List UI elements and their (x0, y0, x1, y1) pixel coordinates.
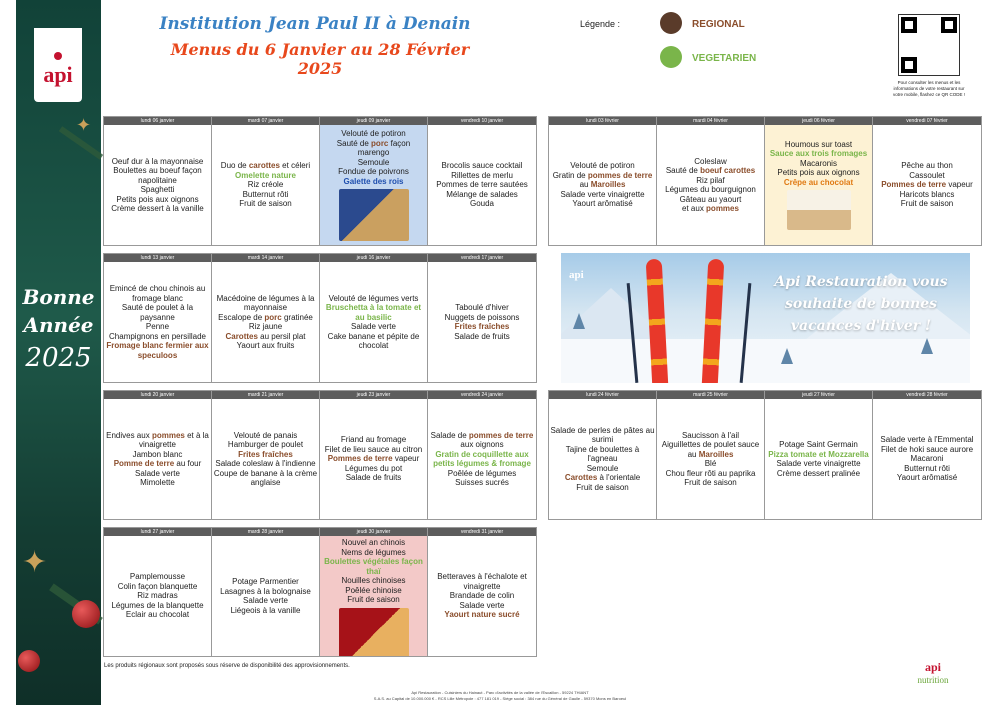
day-header: vendredi 07 février (873, 117, 981, 125)
qr-code[interactable] (898, 14, 960, 76)
day-column (212, 254, 320, 382)
menu-item: Filet de hoki sauce aurore (880, 444, 974, 454)
winter-message: Api Restauration vous souhaite de bonnes vacances d'hiver ! (774, 274, 948, 334)
day-header: jeudi 30 janvier (320, 528, 427, 536)
day-header: lundi 03 février (549, 117, 656, 125)
day-menu (428, 125, 536, 245)
day-header: mardi 25 février (657, 391, 764, 399)
day-column (549, 391, 657, 519)
menu-item: Nuggets de poissons (444, 312, 520, 322)
holiday-banner (16, 0, 101, 705)
menu-item: Cake banane et pépite de chocolat (327, 331, 420, 350)
menu-item: Pomme de terre au four (113, 459, 202, 468)
day-menu (104, 262, 211, 382)
day-header: vendredi 10 janvier (428, 117, 536, 125)
menu-item: Fruit de saison (576, 482, 629, 492)
menu-item: Endives aux pommes et à la vinaigrette (106, 430, 209, 449)
menu-item: Gouda (469, 199, 495, 209)
menu-item: Sauté de boeuf carottes (665, 166, 756, 175)
menu-item: Brocolis sauce cocktail (441, 161, 523, 171)
menu-item: Pamplemousse (129, 572, 186, 582)
day-menu (549, 125, 656, 245)
day-header: vendredi 28 février (873, 391, 981, 399)
menu-item: Salade verte à l'Emmental (880, 435, 974, 445)
day-menu (549, 399, 656, 519)
day-column (428, 117, 536, 245)
menu-week-block (548, 116, 982, 246)
day-column (212, 528, 320, 656)
menu-item: Boulettes végétales façon thaï (324, 557, 423, 576)
menu-item: Potage Parmentier (232, 577, 299, 586)
menu-item: Liégeois à la vanille (230, 605, 301, 615)
day-header: jeudi 06 février (765, 117, 872, 125)
dish-photo (339, 608, 409, 657)
menu-item: et aux pommes (682, 204, 739, 213)
day-column (320, 391, 428, 519)
menu-item: Lasagnes à la bolognaise (220, 586, 311, 596)
menu-item: Tajine de boulettes à l'agneau (565, 444, 640, 464)
menu-item: Boulettes au boeuf façon napolitaine (113, 166, 202, 185)
winter-holiday-banner (561, 253, 970, 383)
menu-item: Taboulé d'hiver (455, 303, 509, 312)
menu-item: Fruit de saison (347, 595, 400, 604)
menu-item: Bruschetta à la tomate et au basilic (325, 303, 422, 322)
day-header: mardi 04 février (657, 117, 764, 125)
menu-item: Frites fraîches (238, 449, 293, 459)
menu-item: Nems de légumes (341, 547, 406, 557)
day-header: vendredi 31 janvier (428, 528, 536, 536)
day-menu (320, 262, 427, 382)
day-column (549, 117, 657, 245)
menu-item: Chou fleur rôti au paprika (665, 468, 756, 478)
menu-item: Velouté de légumes verts (328, 293, 419, 303)
day-header: mardi 28 janvier (212, 528, 319, 536)
menu-item: Oeuf dur à la mayonnaise (111, 156, 204, 166)
day-menu (765, 399, 872, 519)
menu-item: Salade verte (459, 600, 505, 610)
menu-item: Coleslaw (694, 156, 727, 166)
day-column (212, 117, 320, 245)
day-column (104, 391, 212, 519)
day-menu (212, 399, 319, 519)
menu-week-block (548, 390, 982, 520)
menu-item: Omelette nature (235, 170, 296, 180)
day-column (320, 528, 428, 656)
menu-item: Sauté de porc façon marengo (336, 138, 411, 157)
menu-item: Petits pois aux oignons (116, 194, 199, 204)
menu-item: Riz pilaf (696, 175, 725, 185)
day-menu (320, 125, 427, 245)
menu-item: Rillettes de merlu (451, 170, 513, 180)
day-header: mardi 07 janvier (212, 117, 319, 125)
menu-item: Frites fraîches (454, 322, 510, 331)
menu-item: Cassoulet (909, 170, 945, 180)
day-header: mardi 21 janvier (212, 391, 319, 399)
menu-item: Pizza tomate et Mozzarella (768, 449, 869, 459)
ornament-icon (72, 600, 100, 628)
menu-item: Nouvel an chinois (341, 538, 406, 547)
page-subtitle: Menus du 6 Janvier au 28 Février 2025 (170, 40, 470, 78)
day-menu (212, 536, 319, 656)
menu-item: Fruit de saison (239, 199, 292, 209)
menu-item: Pêche au thon (901, 161, 953, 171)
menu-item: Carottes au persil plat (225, 331, 306, 341)
day-column (657, 117, 765, 245)
day-column (104, 528, 212, 656)
day-header: lundi 13 janvier (104, 254, 211, 262)
menu-item: Crème dessert à la vanille (111, 204, 204, 213)
day-menu (657, 125, 764, 245)
menu-item: Salade verte (135, 468, 180, 478)
menu-item: Spaghetti (140, 185, 175, 194)
day-header: vendredi 24 janvier (428, 391, 536, 399)
menu-item: Hamburger de poulet (227, 440, 304, 449)
menu-item: Jambon blanc (132, 449, 183, 459)
day-menu (657, 399, 764, 519)
day-menu (212, 125, 319, 245)
day-menu (428, 399, 536, 519)
menu-item: Salade verte (351, 322, 396, 331)
menu-item: Emincé de chou chinois au fromage blanc (109, 284, 206, 303)
day-menu (765, 125, 872, 245)
menu-item: Brandade de colin (449, 591, 515, 601)
menu-item: Salade verte (243, 596, 288, 605)
day-header: lundi 24 février (549, 391, 656, 399)
menu-item: Gâteau au yaourt (679, 194, 742, 204)
menu-item: Potage Saint Germain (779, 440, 858, 449)
menu-item: Butternut rôti (904, 463, 950, 473)
menu-item: Salade verte vinaigrette (776, 459, 861, 468)
api-logo: api (569, 269, 584, 281)
legend-regional: REGIONAL (692, 19, 745, 30)
menu-item: Riz madras (137, 591, 178, 601)
day-column (104, 117, 212, 245)
menu-item: Eclair au chocolat (125, 610, 190, 620)
menu-item: Salade verte vinaigrette (560, 189, 645, 199)
day-column (873, 391, 981, 519)
ornament-icon (18, 650, 40, 672)
day-header: vendredi 17 janvier (428, 254, 536, 262)
day-header: lundi 20 janvier (104, 391, 211, 399)
legend-vegetarian: VEGETARIEN (692, 53, 757, 64)
menu-item: Légumes de la blanquette (111, 600, 204, 610)
menu-item: Coupe de banane à la crème anglaise (213, 468, 318, 487)
menu-item: Velouté de potiron (341, 129, 406, 138)
menu-item: Penne (145, 322, 170, 331)
menu-item: Butternut rôti (242, 189, 289, 199)
menu-item: Yaourt arômatisé (896, 473, 958, 483)
menu-item: Saucisson à l'ail (681, 430, 740, 440)
day-menu (428, 262, 536, 382)
day-menu (873, 399, 981, 519)
menu-item: Macaronis (800, 158, 837, 168)
day-column (657, 391, 765, 519)
menu-item: Velouté de potiron (570, 161, 635, 171)
day-header: jeudi 09 janvier (320, 117, 427, 125)
menu-item: Fondue de poivrons (338, 167, 409, 176)
menu-item: Friand au fromage (340, 435, 407, 445)
menu-item: Duo de carottes et céleri (220, 161, 311, 171)
page-title: Institution Jean Paul II à Denain (159, 14, 471, 34)
day-column (428, 528, 536, 656)
menu-item: Semoule (357, 157, 390, 167)
menu-week-block (103, 527, 537, 657)
menu-item: Gratin de coquillette aux petits légumes & fromage (433, 449, 531, 468)
menu-item: Betteraves à l'échalote et vinaigrette (437, 572, 527, 591)
regional-icon (660, 12, 682, 34)
menu-item: Yaourt nature sucré (444, 610, 520, 620)
menu-item: Mimolette (140, 478, 175, 487)
menu-item: Salade coleslaw à l'indienne (215, 459, 316, 468)
menu-item: Galette des rois (343, 176, 404, 186)
dish-photo (787, 190, 851, 230)
menu-item: Légumes du bourguignon (665, 185, 756, 194)
menu-item: Sauce aux trois fromages (769, 149, 868, 159)
menu-item: Fruit de saison (900, 199, 954, 209)
menu-item: Riz créole (247, 180, 284, 190)
menu-item: Yaourt arômatisé (572, 199, 633, 209)
greeting: Bonne Année (22, 285, 95, 337)
greeting-year: 2025 (25, 343, 92, 373)
menu-item: Colin façon blanquette (117, 581, 198, 591)
menu-item: Suisses sucrés (455, 478, 509, 487)
day-column (428, 254, 536, 382)
day-menu (320, 536, 427, 656)
regional-footnote: Les produits régionaux sont proposés sous réserve de disponibilité des approvisionnements. (104, 663, 350, 669)
day-menu (104, 125, 211, 245)
menu-item: Crêpe au chocolat (783, 177, 854, 187)
menu-item: Sauté de poulet à la paysanne (121, 303, 194, 322)
day-column (104, 254, 212, 382)
menu-item: Crème dessert pralinée (776, 468, 861, 478)
menu-item: Petits pois aux oignons (777, 168, 860, 178)
menu-item: Macaroni (910, 454, 944, 464)
menu-item: Salade de fruits (345, 473, 402, 483)
menu-item: Blé (704, 459, 717, 468)
menu-item: Riz jaune (248, 322, 283, 331)
menu-item: Velouté de panais (233, 430, 298, 440)
dish-photo (339, 189, 409, 241)
day-column (765, 117, 873, 245)
menu-item: Filet de lieu sauce au citron (324, 444, 423, 454)
day-column (212, 391, 320, 519)
menu-item: Poêlée de légumes (447, 468, 517, 478)
menu-item: Gratin de pommes de terre au Maroilles (552, 170, 653, 190)
day-menu (428, 536, 536, 656)
day-header: lundi 06 janvier (104, 117, 211, 125)
menu-item: Fromage blanc fermier aux speculoos (106, 341, 209, 360)
day-column (765, 391, 873, 519)
day-column (320, 117, 428, 245)
day-header: jeudi 16 janvier (320, 254, 427, 262)
menu-item: Escalope de porc gratinée (218, 312, 313, 322)
day-menu (873, 125, 981, 245)
menu-item: Salade de perles de pâtes au surimi (550, 425, 655, 445)
day-header: lundi 27 janvier (104, 528, 211, 536)
star-icon: ✦ (76, 115, 92, 135)
menu-item: Légumes du pot (344, 463, 403, 473)
star-icon: ✦ (22, 546, 48, 579)
day-header: mardi 14 janvier (212, 254, 319, 262)
company-footer: Api Restauration - Cuisiniers du Hainaut - Parc d'activités de la vallée de l'Escaillon - 59224 THIANT S.A.S. au Capital de 10.000.000 € - RCS Lille Métropole : 477 181 019 - Siège social : 384 rue du Général de Gaulle - 59370 Mons en Baroeul (373, 690, 627, 701)
day-header: jeudi 27 février (765, 391, 872, 399)
menu-item: Carottes à l'orientale (564, 473, 641, 483)
legend-label: Légende : (580, 19, 621, 29)
menu-item: Nouilles chinoises (341, 576, 406, 585)
menu-item: Pommes de terre sautées (436, 180, 528, 190)
vegetarian-icon (660, 46, 682, 68)
day-column (428, 391, 536, 519)
menu-item: Houmous sur toast (784, 139, 853, 149)
api-nutrition-logo: api nutrition (917, 660, 949, 685)
menu-item: Pommes de terre vapeur (327, 454, 420, 464)
day-menu (104, 399, 211, 519)
menu-item: Salade de fruits (454, 331, 510, 341)
menu-week-block (103, 390, 537, 520)
menu-item: Fruit de saison (684, 478, 737, 487)
menu-item: Champignons en persillade (109, 331, 206, 341)
menu-item: Semoule (586, 463, 619, 473)
menu-item: Mélange de salades (446, 189, 518, 199)
menu-week-block (103, 116, 537, 246)
day-column (320, 254, 428, 382)
menu-item: Macédoine de légumes à la mayonnaise (216, 293, 315, 312)
menu-item: Yaourt aux fruits (236, 341, 295, 350)
menu-week-block (103, 253, 537, 383)
day-column (873, 117, 981, 245)
menu-item: Haricots blancs (899, 189, 955, 199)
menu-item: Salade de pommes de terre aux oignons (430, 430, 534, 449)
api-logo: api (34, 28, 82, 102)
qr-caption: Pour consulter les menus et les informations de votre restaurant sur votre mobile, flashez ce QR CODE ! (892, 80, 966, 97)
menu-item: Aiguillettes de poulet sauce au Maroilles (661, 440, 760, 459)
day-menu (212, 262, 319, 382)
day-menu (320, 399, 427, 519)
day-menu (104, 536, 211, 656)
menu-item: Pommes de terre vapeur (881, 180, 973, 190)
day-header: jeudi 23 janvier (320, 391, 427, 399)
menu-item: Poêlée chinoise (345, 585, 402, 595)
